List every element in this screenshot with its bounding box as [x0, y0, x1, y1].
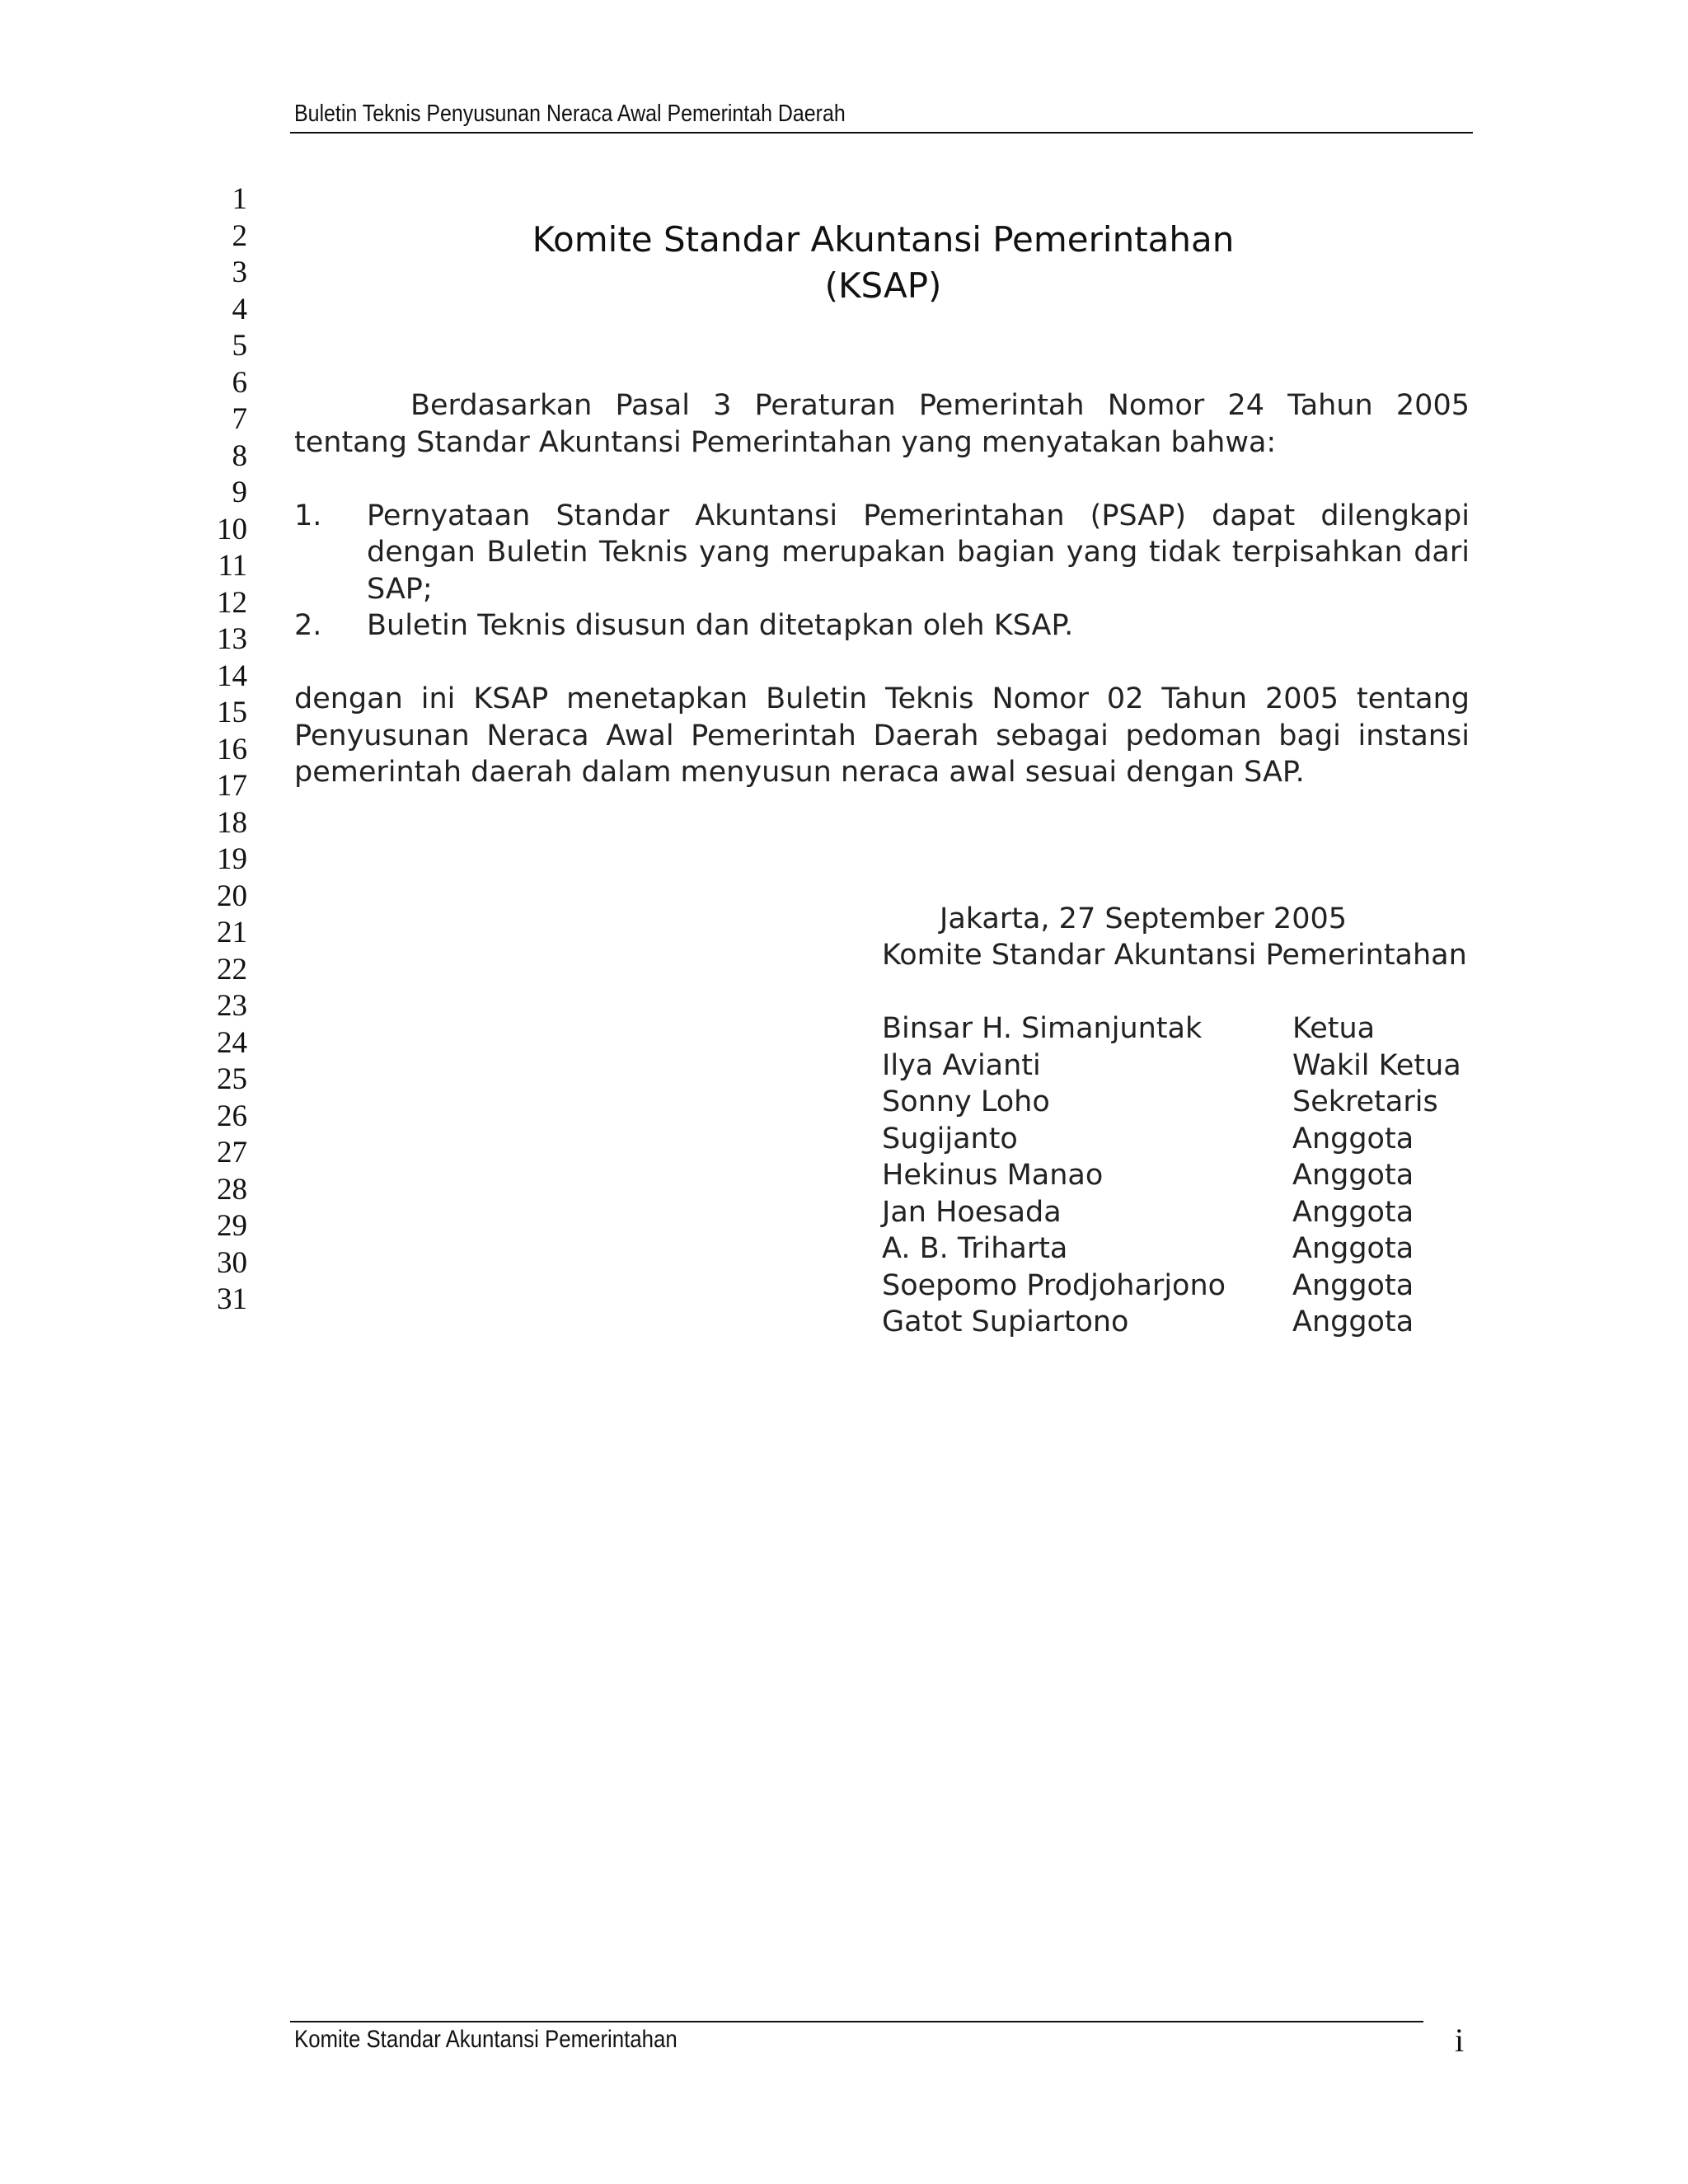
- document-title-abbreviation: (KSAP): [824, 265, 942, 306]
- member-role: Anggota: [1292, 1159, 1414, 1192]
- line-number: 7: [232, 402, 247, 436]
- member-name: Ilya Avianti: [882, 1048, 1041, 1082]
- list-item-1-line-1: Pernyataan Standar Akuntansi Pemerintahan (PSAP) dapat dilengkapi: [367, 499, 1470, 532]
- line-number: 21: [217, 916, 247, 949]
- line-number: 4: [232, 292, 247, 326]
- line-number: 2: [232, 218, 247, 253]
- signatory-organization: Komite Standar Akuntansi Pemerintahan: [882, 939, 1467, 972]
- line-number: 12: [217, 585, 247, 620]
- line-number: 16: [217, 732, 247, 766]
- member-role: Sekretaris: [1292, 1085, 1438, 1118]
- line-number: 14: [217, 658, 247, 693]
- member-role: Anggota: [1292, 1232, 1414, 1265]
- member-name: Sonny Loho: [882, 1085, 1050, 1118]
- list-item-2-line-1: Buletin Teknis disusun dan ditetapkan oleh KSAP.: [367, 609, 1074, 642]
- line-number: 1: [232, 182, 247, 216]
- line-number: 17: [217, 769, 247, 803]
- running-header: Buletin Teknis Penyusunan Neraca Awal Pemerintah Daerah: [294, 101, 846, 127]
- member-name: Jan Hoesada: [882, 1195, 1062, 1229]
- line-number: 30: [217, 1245, 247, 1280]
- member-role: Anggota: [1292, 1122, 1414, 1155]
- member-name: Gatot Supiartono: [882, 1305, 1129, 1338]
- footer-text: Komite Standar Akuntansi Pemerintahan: [294, 2026, 678, 2053]
- page-number: i: [1455, 2022, 1465, 2059]
- line-number: 24: [217, 1025, 247, 1060]
- line-number: 20: [217, 879, 247, 913]
- intro-line-1: Berdasarkan Pasal 3 Peraturan Pemerintah Nomor 24 Tahun 2005: [410, 389, 1470, 422]
- line-number: 27: [217, 1136, 247, 1169]
- line-number: 5: [232, 329, 247, 363]
- line-number: 22: [217, 952, 247, 987]
- member-role: Anggota: [1292, 1268, 1414, 1302]
- member-name: Soepomo Prodjoharjono: [882, 1268, 1226, 1302]
- line-number: 23: [217, 989, 247, 1023]
- line-number: 8: [232, 438, 247, 473]
- line-number: 10: [217, 512, 247, 546]
- member-name: Hekinus Manao: [882, 1159, 1104, 1192]
- member-role: Ketua: [1292, 1012, 1376, 1045]
- footer-rule: [290, 2021, 1423, 2022]
- header-rule: [290, 132, 1473, 134]
- conclusion-line-1: dengan ini KSAP menetapkan Buletin Teknis Nomor 02 Tahun 2005 tentang: [294, 682, 1470, 715]
- list-item-number: 1.: [294, 499, 322, 532]
- member-role: Wakil Ketua: [1292, 1048, 1461, 1082]
- member-name: Binsar H. Simanjuntak: [882, 1012, 1203, 1045]
- member-name: Sugijanto: [882, 1122, 1018, 1155]
- line-number: 18: [217, 805, 247, 840]
- member-name: A. B. Triharta: [882, 1232, 1068, 1265]
- place-date: Jakarta, 27 September 2005: [940, 902, 1347, 935]
- conclusion-line-2: Penyusunan Neraca Awal Pemerintah Daerah sebagai pedoman bagi instansi: [294, 719, 1470, 752]
- line-number: 11: [218, 549, 247, 583]
- list-item-number: 2.: [294, 609, 322, 642]
- line-number: 13: [217, 622, 247, 656]
- line-number: 15: [217, 696, 247, 729]
- conclusion-line-3: pemerintah daerah dalam menyusun neraca awal sesuai dengan SAP.: [294, 756, 1305, 789]
- member-role: Anggota: [1292, 1305, 1414, 1338]
- intro-line-2: tentang Standar Akuntansi Pemerintahan yang menyatakan bahwa:: [294, 426, 1277, 459]
- line-number: 6: [232, 365, 247, 400]
- line-number: 26: [217, 1099, 247, 1133]
- document-title: Komite Standar Akuntansi Pemerintahan: [532, 219, 1235, 260]
- line-number: 3: [232, 255, 247, 289]
- line-number: 29: [217, 1209, 247, 1243]
- line-number: 31: [217, 1282, 247, 1316]
- line-number: 25: [217, 1062, 247, 1096]
- list-item-1-line-2: dengan Buletin Teknis yang merupakan bagian yang tidak terpisahkan dari: [367, 536, 1470, 569]
- line-number: 28: [217, 1172, 247, 1207]
- line-number: 9: [232, 476, 247, 509]
- list-item-1-line-3: SAP;: [367, 573, 433, 606]
- line-number: 19: [217, 842, 247, 876]
- member-role: Anggota: [1292, 1195, 1414, 1229]
